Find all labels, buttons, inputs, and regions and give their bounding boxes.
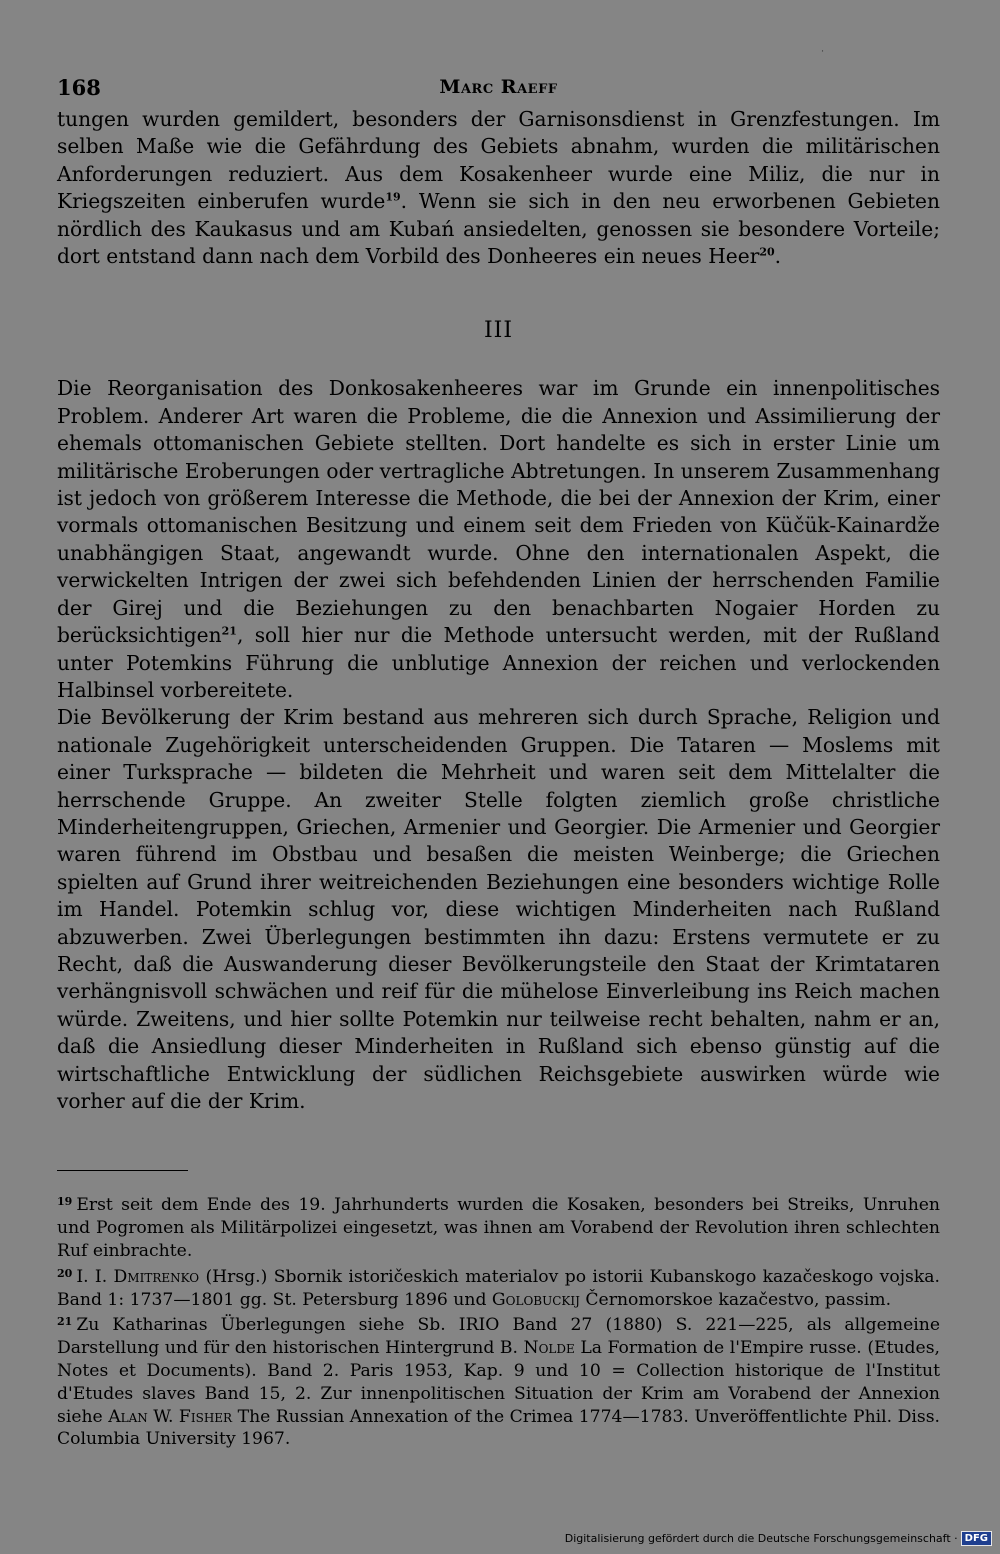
footnote-19 [57, 1191, 940, 1262]
footnote-text: Erst seit dem Ende des 19. Jahrhunderts wurden die Kosaken, besonders bei Streiks, Unruhen und Pogromen als Militärpolizei eingesetzt, was ihnen am Vorabend der Revolution ihren schlechten Ruf einbrachte. [57, 1195, 940, 1261]
footnote-ref-20[interactable]: 20 [759, 245, 775, 259]
footnotes [57, 1191, 940, 1451]
body-text [57, 106, 940, 1115]
author-name: Golobuckij [491, 1289, 580, 1310]
section-heading: III [483, 318, 514, 344]
footnote-marker: 19 [57, 1195, 73, 1209]
footnote-text: La Formation de l'Empire russe. (Etudes, Notes et Documents). Band 2. Paris 1953, Kap. 9 und 10 = Collection historique de l'Institut d'Etudes slaves Band 15, 2. Zur innenpolitischen Situation der Krim am Vorabend der Annexion siehe [57, 1338, 941, 1427]
author-name: Alan W. Fisher [108, 1406, 233, 1427]
paragraph-2 [57, 375, 940, 704]
author-name: Dmitrenko [113, 1266, 200, 1287]
footnote-text: Zu Katharinas Überlegungen siehe Sb. IRIO Band 27 (1880) S. 221—225, als allgemeine Darstellung und für den historischen Hintergrund B. [57, 1315, 940, 1359]
page-header [57, 70, 940, 106]
document-page [57, 70, 940, 1451]
footnote-text: Černomorskoe kazačestvo, passim. [579, 1289, 892, 1310]
paragraph-1-text: tungen wurden gemildert, besonders der Garnisonsdienst in Grenzfestungen. Im selben Maße wie die Gefährdung des Gebiets abnahm, wurden die militärischen Anforderungen reduziert. Aus dem Kosakenheer wurde eine Miliz, die nur in Kriegszeiten einberufen wurde [57, 107, 940, 214]
footnote-marker: 20 [57, 1266, 73, 1280]
footnote-21 [57, 1311, 940, 1451]
footnote-text: (Hrsg.) Sbornik istoričeskich materialov po istorii Kubanskogo kazačeskogo vojska. Band 1: 1737—1801 gg. St. Petersburg 1896 und [57, 1266, 940, 1310]
footnote-text: The Russian Annexation of the Crimea 1774—1783. Unveröffentlichte Phil. Diss. Columbia University 1967. [57, 1406, 940, 1450]
scan-dot: · [821, 47, 824, 57]
credit-text: Digitalisierung gefördert durch die Deutsche Forschungsgemeinschaft · [564, 1532, 958, 1545]
paragraph-3: Die Bevölkerung der Krim bestand aus mehreren sich durch Sprache, Religion und nationale Zugehörigkeit unterscheidenden Gruppen. Die Tataren — Moslems mit einer Turksprache — bildeten die Mehrheit und waren seit dem Mittelalter die herrschende Gruppe. An zweiter Stelle folgten ziemlich große christliche Minderheitengruppen, Griechen, Armenier und Georgier. Die Armenier und Georgier waren führend im Obstbau und besaßen die meisten Weinberge; die Griechen spielten auf Grund ihrer weitreichenden Beziehungen eine besonders wichtige Rolle im Handel. Potemkin schlug vor, diese wichtigen Minderheiten nach Rußland abzuwerben. Zwei Überlegungen bestimmten ihn dazu: Erstens vermutete er zu Recht, daß die Auswanderung dieser Bevölkerungsteile den Staat der Krimtataren verhängnisvoll schwächen und reif für die mühelose Einverleibung ins Reich machen würde. Zweitens, und hier sollte Potemkin nur teilweise recht behalten, nahm er an, daß die Ansiedlung dieser Minderheiten in Rußland sich ebenso günstig auf die wirtschaftliche Entwicklung der südlichen Reichsgebiete auswirken würde wie vorher auf die der Krim. [57, 705, 940, 1113]
digitization-credit [565, 1531, 992, 1546]
running-head: Marc Raeff [439, 76, 558, 98]
paragraph-2-text: Die Reorganisation des Donkosakenheeres war im Grunde ein innenpolitisches Problem. Anderer Art waren die Probleme, die die Annexion und Assimilierung der ehemals ottomanischen Gebiete stellten. Dort handelte es sich in erster Linie um militärische Eroberungen oder vertragliche Abtretungen. In unserem Zusammenhang ist jedoch von größerem Interesse die Methode, die bei der Annexion der Krim, einer vormals ottomanischen Besitzung und einem seit dem Frieden von Küčük-Kainardže unabhängigen Staat, angewandt wurde. Ohne den internationalen Aspekt, die verwickelten Intrigen der zwei sich befehdenden Linien der herrschenden Familie der Girej und die Beziehungen zu den benachbarten Nogaier Horden zu berücksichtigen [57, 376, 940, 648]
dfg-logo-icon[interactable]: DFG [961, 1531, 992, 1546]
author-name: Nolde [523, 1338, 575, 1359]
page-number: 168 [57, 75, 101, 100]
paragraph-2-text-cont: , soll hier nur die Methode untersucht werden, mit der Rußland unter Potemkins Führung die unblutige Annexion der reichen und verlockenden Halbinsel vorbereitete. [57, 623, 940, 702]
footnote-20 [57, 1263, 940, 1312]
paragraph-1-text-cont: . Wenn sie sich in den neu erworbenen Gebieten nördlich des Kaukasus und am Kubań ansiedelten, genossen sie besondere Vorteile; dort entstand dann nach dem Vorbild des Donheeres ein neues Heer [57, 189, 941, 269]
paragraph-1-end: . [774, 244, 782, 269]
footnote-ref-19[interactable]: 19 [385, 190, 401, 204]
footnote-marker: 21 [57, 1315, 73, 1329]
footnote-ref-21[interactable]: 21 [221, 624, 237, 638]
footnote-text: I. I. [76, 1266, 114, 1287]
paragraph-1 [57, 106, 940, 270]
footnote-divider [57, 1170, 188, 1171]
